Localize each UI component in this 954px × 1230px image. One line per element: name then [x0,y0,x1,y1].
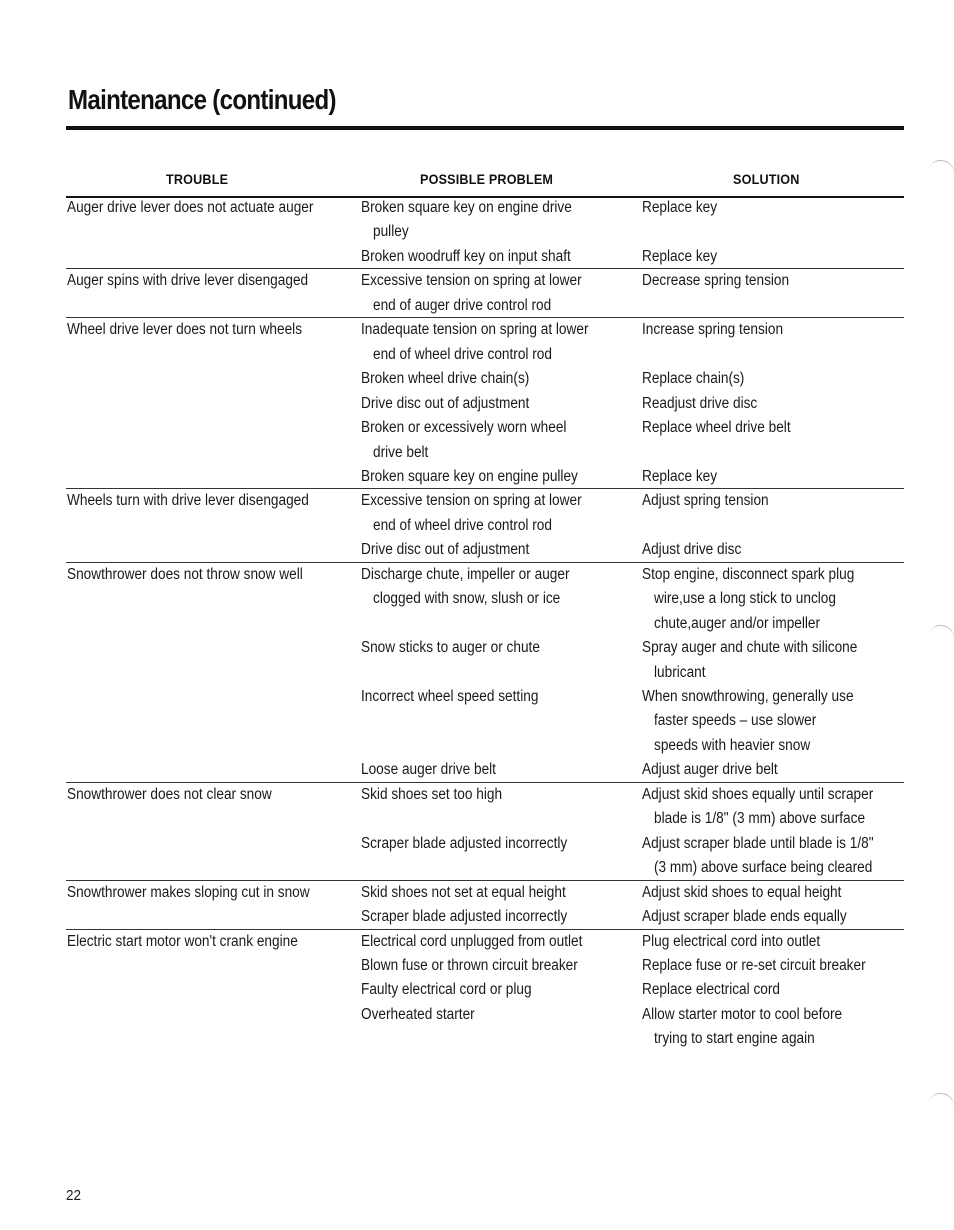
solution-text: Decrease spring tension [642,272,790,289]
solution-text: Adjust drive disc [642,541,742,558]
possible-problem-text: Broken wheel drive chain(s) [361,370,530,387]
solution-text: When snowthrowing, generally use [642,688,854,705]
page-number: 22 [66,1187,82,1204]
solution-text: Replace wheel drive belt [642,419,791,436]
possible-problem-text: Blown fuse or thrown circuit breaker [361,957,578,974]
solution-text: Readjust drive disc [642,395,758,412]
solution-text: Adjust skid shoes equally until scraper [642,786,874,803]
solution-text: speeds with heavier snow [654,737,811,754]
possible-problem-text: Skid shoes set too high [361,786,503,803]
title-rule [66,126,904,130]
trouble-text: Wheel drive lever does not turn wheels [67,321,303,338]
solution-text: (3 mm) above surface being cleared [654,859,873,876]
possible-problem-text: Broken square key on engine pulley [361,468,578,485]
possible-problem-text: Broken or excessively worn wheel [361,419,567,436]
possible-problem-text: Broken woodruff key on input shaft [361,248,571,265]
possible-problem-text: Incorrect wheel speed setting [361,688,539,705]
solution-text: Adjust scraper blade until blade is 1/8" [642,835,874,852]
solution-text: Spray auger and chute with silicone [642,639,858,656]
solution-text: Increase spring tension [642,321,784,338]
solution-text: Replace key [642,199,718,216]
solution-text: lubricant [654,664,706,681]
header-possible-problem: POSSIBLE PROBLEM [420,171,554,187]
possible-problem-text: clogged with snow, slush or ice [373,590,561,607]
solution-text: chute,auger and/or impeller [654,615,821,632]
trouble-text: Snowthrower makes sloping cut in snow [67,884,310,901]
trouble-text: Snowthrower does not clear snow [67,786,272,803]
row-divider [66,562,904,563]
solution-text: faster speeds – use slower [654,712,817,729]
possible-problem-text: end of auger drive control rod [373,297,552,314]
header-rule [66,196,904,198]
margin-mark [926,623,954,653]
trouble-text: Wheels turn with drive lever disengaged [67,492,309,509]
trouble-text: Auger spins with drive lever disengaged [67,272,309,289]
row-divider [66,929,904,930]
solution-text: wire,use a long stick to unclog [654,590,836,607]
solution-text: Adjust scraper blade ends equally [642,908,847,925]
possible-problem-text: Faulty electrical cord or plug [361,981,532,998]
solution-text: Stop engine, disconnect spark plug [642,566,855,583]
solution-text: Replace key [642,248,718,265]
possible-problem-text: Electrical cord unplugged from outlet [361,933,583,950]
possible-problem-text: end of wheel drive control rod [373,517,552,534]
possible-problem-text: Overheated starter [361,1006,475,1023]
margin-mark [926,158,954,188]
margin-mark [926,1091,954,1121]
possible-problem-text: Inadequate tension on spring at lower [361,321,589,338]
possible-problem-text: Snow sticks to auger or chute [361,639,540,656]
solution-text: Replace chain(s) [642,370,745,387]
solution-text: trying to start engine again [654,1030,815,1047]
solution-text: Replace electrical cord [642,981,780,998]
trouble-text: Auger drive lever does not actuate auger [67,199,314,216]
solution-text: Plug electrical cord into outlet [642,933,821,950]
row-divider [66,782,904,783]
solution-text: blade is 1/8" (3 mm) above surface [654,810,866,827]
header-trouble: TROUBLE [166,171,229,187]
possible-problem-text: Scraper blade adjusted incorrectly [361,835,568,852]
row-divider [66,880,904,881]
solution-text: Adjust auger drive belt [642,761,778,778]
possible-problem-text: Drive disc out of adjustment [361,541,530,558]
row-divider [66,317,904,318]
trouble-text: Snowthrower does not throw snow well [67,566,303,583]
possible-problem-text: Skid shoes not set at equal height [361,884,566,901]
row-divider [66,268,904,269]
possible-problem-text: Excessive tension on spring at lower [361,492,582,509]
possible-problem-text: Excessive tension on spring at lower [361,272,582,289]
page-title: Maintenance (continued) [68,84,336,115]
possible-problem-text: Broken square key on engine drive [361,199,572,216]
solution-text: Replace fuse or re-set circuit breaker [642,957,866,974]
solution-text: Allow starter motor to cool before [642,1006,843,1023]
header-solution: SOLUTION [733,171,800,187]
trouble-text: Electric start motor won't crank engine [67,933,298,950]
row-divider [66,488,904,489]
possible-problem-text: pulley [373,223,409,240]
solution-text: Replace key [642,468,718,485]
possible-problem-text: Drive disc out of adjustment [361,395,530,412]
solution-text: Adjust spring tension [642,492,769,509]
possible-problem-text: Scraper blade adjusted incorrectly [361,908,568,925]
possible-problem-text: end of wheel drive control rod [373,346,552,363]
possible-problem-text: Discharge chute, impeller or auger [361,566,570,583]
possible-problem-text: drive belt [373,444,429,461]
possible-problem-text: Loose auger drive belt [361,761,496,778]
solution-text: Adjust skid shoes to equal height [642,884,842,901]
